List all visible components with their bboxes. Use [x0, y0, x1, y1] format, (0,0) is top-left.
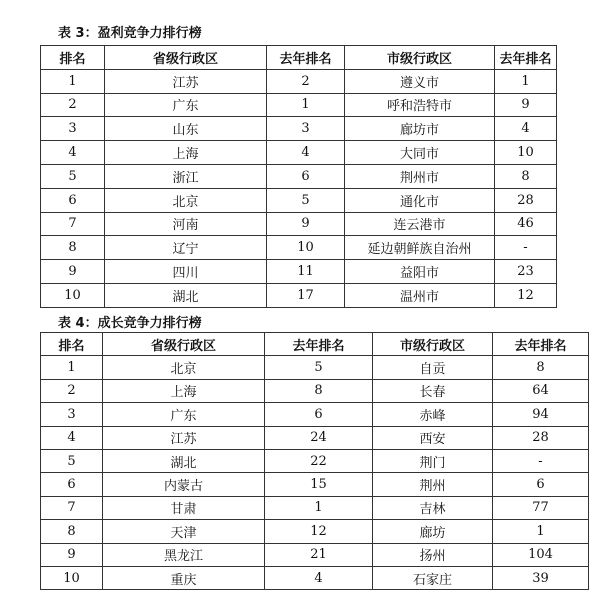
table-cell: 8	[41, 236, 105, 260]
table-cell: 5	[265, 356, 373, 379]
table-cell: 石家庄	[373, 566, 493, 589]
column-header: 去年排名	[267, 46, 345, 70]
table-cell: 荆门	[373, 449, 493, 472]
table-cell: 益阳市	[345, 260, 495, 284]
table-cell: 湖北	[103, 449, 265, 472]
table-cell: 8	[41, 520, 103, 543]
table-cell: 北京	[105, 188, 267, 212]
table-cell: 荆州	[373, 473, 493, 496]
table-cell: 湖北	[105, 283, 267, 307]
table-cell: 通化市	[345, 188, 495, 212]
table-cell: 9	[495, 93, 557, 117]
table-row	[41, 164, 557, 188]
table-header-row	[41, 46, 557, 70]
table-cell: 4	[41, 141, 105, 165]
table-cell: 呼和浩特市	[345, 93, 495, 117]
table-cell: 3	[41, 117, 105, 141]
table-row	[41, 188, 557, 212]
table-cell: 赤峰	[373, 403, 493, 426]
table-cell: 4	[265, 566, 373, 589]
column-header: 排名	[41, 333, 103, 356]
column-header: 省级行政区	[105, 46, 267, 70]
table-cell: 浙江	[105, 164, 267, 188]
table-cell: 扬州	[373, 543, 493, 566]
table-cell: 四川	[105, 260, 267, 284]
column-header: 去年排名	[493, 333, 589, 356]
table-row	[41, 356, 589, 379]
table-row	[41, 520, 589, 543]
table-cell: 10	[267, 236, 345, 260]
table-cell: 22	[265, 449, 373, 472]
table-cell: 2	[41, 93, 105, 117]
profit-competitiveness-table	[40, 45, 557, 308]
table-cell: 广东	[103, 403, 265, 426]
column-header: 去年排名	[495, 46, 557, 70]
table4-caption: 表 4：成长竞争力排行榜	[58, 316, 202, 331]
table-cell: 吉林	[373, 496, 493, 519]
table-cell: 8	[495, 164, 557, 188]
column-header: 市级行政区	[373, 333, 493, 356]
table-cell: 17	[267, 283, 345, 307]
table-cell: 甘肃	[103, 496, 265, 519]
table-cell: 4	[267, 141, 345, 165]
table-cell: 104	[493, 543, 589, 566]
table-cell: 11	[267, 260, 345, 284]
table-cell: 10	[41, 566, 103, 589]
table-cell: 3	[41, 403, 103, 426]
table-cell: 28	[495, 188, 557, 212]
table-row	[41, 473, 589, 496]
table-cell: 4	[41, 426, 103, 449]
table-cell: 64	[493, 379, 589, 402]
table-row	[41, 426, 589, 449]
table-cell: 廊坊市	[345, 117, 495, 141]
table-cell: 1	[493, 520, 589, 543]
table-cell: 山东	[105, 117, 267, 141]
table-cell: 6	[41, 473, 103, 496]
table-cell: 6	[265, 403, 373, 426]
table3-caption: 表 3：盈利竞争力排行榜	[58, 26, 202, 41]
table-cell: 6	[267, 164, 345, 188]
table-cell: 23	[495, 260, 557, 284]
table-cell: 江苏	[103, 426, 265, 449]
table-cell: 1	[265, 496, 373, 519]
table-cell: 长春	[373, 379, 493, 402]
table-cell: 2	[267, 69, 345, 93]
table-cell: -	[495, 236, 557, 260]
table-cell: 温州市	[345, 283, 495, 307]
table-cell: 12	[495, 283, 557, 307]
table-cell: 连云港市	[345, 212, 495, 236]
table-cell: 5	[41, 164, 105, 188]
table-cell: 12	[265, 520, 373, 543]
table-cell: 77	[493, 496, 589, 519]
table-cell: 自贡	[373, 356, 493, 379]
table-row	[41, 403, 589, 426]
table-cell: 3	[267, 117, 345, 141]
table-cell: 5	[41, 449, 103, 472]
table-cell: 9	[41, 260, 105, 284]
table-cell: 7	[41, 212, 105, 236]
table-row	[41, 260, 557, 284]
table-cell: 内蒙古	[103, 473, 265, 496]
table-cell: 9	[267, 212, 345, 236]
table-cell: 15	[265, 473, 373, 496]
table-cell: 西安	[373, 426, 493, 449]
table-cell: 1	[495, 69, 557, 93]
growth-competitiveness-table	[40, 332, 589, 590]
column-header: 去年排名	[265, 333, 373, 356]
table-cell: 8	[265, 379, 373, 402]
table-cell: 5	[267, 188, 345, 212]
table-cell: 1	[41, 69, 105, 93]
table-cell: 上海	[105, 141, 267, 165]
table-cell: 广东	[105, 93, 267, 117]
table-cell: 39	[493, 566, 589, 589]
table-cell: 1	[41, 356, 103, 379]
table-cell: 廊坊	[373, 520, 493, 543]
table-row	[41, 449, 589, 472]
table-cell: 天津	[103, 520, 265, 543]
table-row	[41, 379, 589, 402]
table-cell: 10	[495, 141, 557, 165]
table-cell: 1	[267, 93, 345, 117]
table-cell: 荆州市	[345, 164, 495, 188]
table-cell: 94	[493, 403, 589, 426]
table-cell: 2	[41, 379, 103, 402]
table-cell: 大同市	[345, 141, 495, 165]
table-cell: 21	[265, 543, 373, 566]
table-cell: 9	[41, 543, 103, 566]
table-row	[41, 117, 557, 141]
table-cell: 河南	[105, 212, 267, 236]
table-cell: 28	[493, 426, 589, 449]
table-cell: 4	[495, 117, 557, 141]
table-cell: 上海	[103, 379, 265, 402]
table-cell: -	[493, 449, 589, 472]
table-cell: 10	[41, 283, 105, 307]
table-row	[41, 566, 589, 589]
table-row	[41, 496, 589, 519]
table-cell: 46	[495, 212, 557, 236]
table-cell: 黑龙江	[103, 543, 265, 566]
table-cell: 6	[41, 188, 105, 212]
table-row	[41, 69, 557, 93]
table-cell: 8	[493, 356, 589, 379]
table-cell: 7	[41, 496, 103, 519]
table-cell: 重庆	[103, 566, 265, 589]
table-cell: 北京	[103, 356, 265, 379]
table-row	[41, 543, 589, 566]
table-cell: 24	[265, 426, 373, 449]
column-header: 市级行政区	[345, 46, 495, 70]
table-header-row	[41, 333, 589, 356]
table-row	[41, 93, 557, 117]
table-row	[41, 212, 557, 236]
table-cell: 辽宁	[105, 236, 267, 260]
table-cell: 遵义市	[345, 69, 495, 93]
table-cell: 江苏	[105, 69, 267, 93]
column-header: 省级行政区	[103, 333, 265, 356]
table-row	[41, 141, 557, 165]
table-row	[41, 283, 557, 307]
table-cell: 6	[493, 473, 589, 496]
table-cell: 延边朝鲜族自治州	[345, 236, 495, 260]
column-header: 排名	[41, 46, 105, 70]
table-row	[41, 236, 557, 260]
